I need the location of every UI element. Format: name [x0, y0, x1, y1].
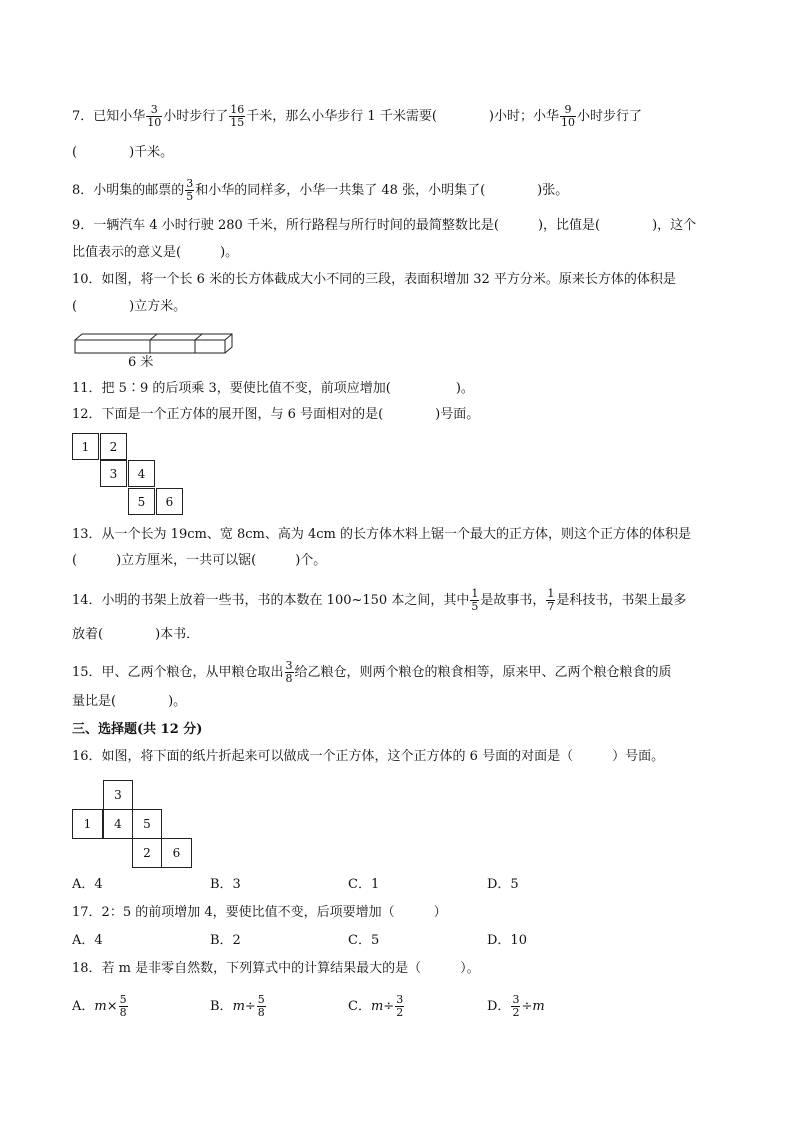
q14-text-b: 是故事书， — [480, 593, 546, 608]
q10-cuboid-figure — [70, 330, 240, 370]
question-13-line1: 13．从一个长为 19cm、宽 8cm、高为 4cm 的长方体木料上锯一个最大的正方体，则这个正方体的体积是 — [72, 527, 691, 542]
q18-c-den: 2 — [396, 1006, 404, 1019]
q12-face: 5 — [128, 488, 155, 515]
q7-frac3-den: 10 — [560, 116, 575, 129]
q7-fraction-2 — [229, 104, 245, 129]
q18-d-num: 3 — [512, 993, 520, 1006]
q17-option-b[interactable]: B．2 — [210, 933, 241, 948]
question-15 — [72, 660, 672, 685]
q16-option-d[interactable]: D．5 — [487, 877, 519, 892]
q18-c-operator: ÷ — [383, 999, 395, 1014]
q15-frac-num: 3 — [285, 659, 293, 672]
q18-d-den: 2 — [512, 1006, 520, 1019]
q7-text-a: 7．已知小华 — [72, 109, 146, 124]
q10-length-label: 6 米 — [128, 355, 154, 370]
q18-b-fraction — [257, 994, 266, 1019]
question-14-line2: 放着( )本书． — [72, 627, 200, 642]
q15-text-a: 15．甲、乙两个粮仓，从甲粮仓取出 — [72, 665, 284, 680]
q8-frac-num: 3 — [186, 177, 194, 190]
q16-face: 4 — [103, 809, 133, 839]
q18-option-d[interactable] — [487, 994, 545, 1019]
q18-a-num: 5 — [119, 993, 127, 1006]
q18-a-den: 8 — [119, 1006, 127, 1019]
question-10-line1: 10．如图，将一个长 6 米的长方体截成大小不同的三段，表面积增加 32 平方分米。原来长方体的体积是 — [72, 272, 676, 287]
q16-option-a[interactable]: A．4 — [72, 877, 103, 892]
q8-fraction — [185, 178, 194, 203]
q18-option-b[interactable] — [210, 994, 267, 1019]
question-14 — [72, 588, 686, 613]
q17-option-c[interactable]: C．5 — [348, 933, 380, 948]
question-11: 11．把 5∶9 的后项乘 3，要使比值不变，前项应增加( )。 — [72, 381, 474, 396]
q18-option-c[interactable] — [348, 994, 405, 1019]
question-7 — [72, 104, 642, 129]
q18-a-operator: × — [106, 999, 118, 1014]
question-7-line2: ( )千米。 — [72, 145, 174, 160]
question-18: 18．若 m 是非零自然数，下列算式中的计算结果最大的是（ ）。 — [72, 961, 480, 976]
q18-a-label: A． — [72, 999, 95, 1014]
q7-frac3-num: 9 — [560, 104, 576, 117]
q7-text-d: 小时步行了 — [576, 109, 642, 124]
q12-face: 4 — [128, 460, 155, 487]
q18-c-num: 3 — [396, 993, 404, 1006]
q18-d-fraction — [511, 994, 520, 1019]
q17-option-d[interactable]: D．10 — [487, 933, 527, 948]
q18-c-fraction — [395, 994, 404, 1019]
q18-d-label: D． — [487, 999, 511, 1014]
q7-frac2-num: 16 — [230, 103, 245, 116]
question-16: 16．如图，将下面的纸片折起来可以做成一个正方体，这个正方体的 6 号面的对面是（ ）号面。 — [72, 749, 665, 764]
q15-text-b: 给乙粮仓，则两个粮仓的粮食相等，原来甲、乙两个粮仓粮食的质 — [294, 665, 672, 680]
q16-face: 1 — [72, 809, 103, 839]
q12-face: 6 — [156, 488, 183, 515]
question-8 — [72, 178, 568, 203]
q17-option-a[interactable]: A．4 — [72, 933, 103, 948]
q14-frac2-den: 7 — [547, 600, 555, 613]
question-9-line2: 比值表示的意义是( )。 — [72, 245, 239, 260]
q18-a-var: m — [94, 999, 107, 1014]
q7-frac1-num: 3 — [146, 104, 162, 117]
q14-frac1-num: 1 — [471, 587, 479, 600]
q15-frac-den: 8 — [285, 672, 293, 685]
q18-b-label: B． — [210, 999, 233, 1014]
q14-fraction-1 — [470, 588, 479, 613]
q7-frac2-den: 15 — [230, 116, 245, 129]
question-15-line2: 量比是( )。 — [72, 694, 187, 709]
q18-option-a[interactable] — [72, 994, 129, 1019]
q12-face: 1 — [72, 433, 99, 460]
q16-face: 2 — [132, 838, 162, 868]
question-13-line2: ( )立方厘米，一共可以锯( )个。 — [72, 553, 327, 568]
q14-fraction-2 — [546, 588, 555, 613]
q16-face: 3 — [103, 780, 133, 810]
q7-frac1-den: 10 — [147, 116, 162, 129]
q18-d-operator: ÷ — [521, 999, 533, 1014]
q18-b-num: 5 — [257, 993, 265, 1006]
q16-option-b[interactable]: B．3 — [210, 877, 241, 892]
q7-fraction-1 — [146, 104, 162, 129]
question-17: 17．2：5 的前项增加 4，要使比值不变，后项要增加（ ） — [72, 905, 447, 920]
q8-text-a: 8．小明集的邮票的 — [72, 183, 185, 198]
q14-frac1-den: 5 — [471, 600, 479, 613]
q14-frac2-num: 1 — [547, 587, 555, 600]
q15-fraction — [285, 660, 294, 685]
section-3-heading: 三、选择题(共 12 分) — [72, 722, 203, 737]
question-12: 12．下面是一个正方体的展开图，与 6 号面相对的是( )号面。 — [72, 407, 480, 422]
q18-c-label: C． — [348, 999, 371, 1014]
q18-a-fraction — [119, 994, 128, 1019]
q18-b-var: m — [232, 999, 245, 1014]
q12-face: 2 — [100, 433, 127, 460]
q14-text-c: 是科技书，书架上最多 — [556, 593, 687, 608]
q12-face: 3 — [100, 460, 127, 487]
q18-b-den: 8 — [257, 1006, 265, 1019]
q14-text-a: 14．小明的书架上放着一些书，书的本数在 100~150 本之间，其中 — [72, 593, 470, 608]
q16-face: 6 — [161, 838, 192, 868]
q8-text-b: 和小华的同样多，小华一共集了 48 张，小明集了( )张。 — [195, 183, 569, 198]
q16-option-c[interactable]: C．1 — [348, 877, 380, 892]
question-10-line2: ( )立方米。 — [72, 299, 187, 314]
q18-b-operator: ÷ — [244, 999, 256, 1014]
q16-face: 5 — [132, 809, 162, 839]
q7-text-b: 小时步行了 — [163, 109, 229, 124]
q7-fraction-3 — [560, 104, 576, 129]
q18-c-var: m — [370, 999, 384, 1014]
q18-d-var: m — [532, 999, 545, 1014]
q8-frac-den: 5 — [186, 190, 194, 203]
q7-text-c: 千米，那么小华步行 1 千米需要( )小时；小华 — [246, 109, 559, 124]
question-9-line1: 9．一辆汽车 4 小时行驶 280 千米，所行路程与所行时间的最简整数比是( )，比值是( )，这个 — [72, 218, 697, 233]
